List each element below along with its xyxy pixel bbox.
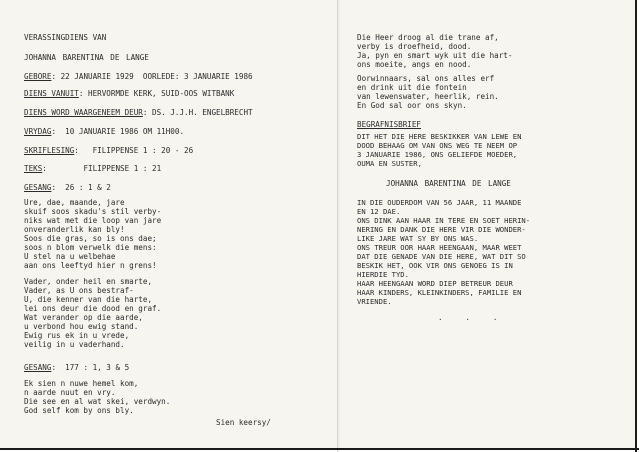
verse-line: Ek sien n nuwe hemel kom, bbox=[24, 379, 139, 388]
born-row bbox=[24, 72, 253, 81]
verse-line: niks wat met die loop van jare bbox=[24, 216, 162, 225]
notice-line: ONS DINK AAN HAAR IN TERE EN SOET HERIN- bbox=[357, 216, 531, 225]
notice-line: IN DIE OUDERDOM VAN 56 JAAR, 11 MAANDE bbox=[357, 198, 522, 207]
verse-line: Wat verander op die aarde, bbox=[24, 313, 143, 322]
separator-dots: . . . bbox=[438, 313, 498, 322]
verse-line: veilig in u vaderhand. bbox=[24, 340, 125, 349]
hymn1-label: GESANG bbox=[24, 183, 52, 192]
notice-line: HIERDIE TYD. bbox=[357, 270, 409, 279]
from-row bbox=[24, 89, 234, 98]
verse-line: U, die kenner van die harte, bbox=[24, 295, 153, 304]
verse-line: Die see en al wat skei, verdwyn. bbox=[24, 397, 171, 406]
officiant-label: DIENS WORD WAARGENEEM DEUR bbox=[24, 108, 143, 117]
notice-line: EN 12 DAE. bbox=[357, 207, 401, 216]
verse-line: en drink uit die fontein bbox=[357, 83, 467, 92]
verse-line: Oorwinnaars, sal ons alles erf bbox=[357, 74, 495, 83]
from-label: DIENS VANUIT bbox=[24, 89, 79, 98]
service-title: VERASSINGDIENS VAN bbox=[24, 33, 107, 42]
notice-line: DOOD BEHAAG OM VAN ONS WEG TE NEEM OP bbox=[357, 141, 518, 150]
verse-line: Soos die gras, so is ons dae; bbox=[24, 234, 157, 243]
notice-line: HAAR KINDERS, KLEINKINDERS, FAMILIE EN bbox=[357, 288, 522, 297]
officiant-text: : DS. J.J.H. ENGELBRECHT bbox=[142, 108, 253, 117]
see-overleaf-note: Sien keersy/ bbox=[216, 418, 271, 427]
date-text: : 10 JANUARIE 1986 OM 11H00. bbox=[51, 127, 185, 136]
notice-line: 3 JANUARIE 1986, ONS GELIEFDE MOEDER, bbox=[357, 150, 518, 159]
verse-line: Die Heer droog al die trane af, bbox=[357, 33, 499, 42]
notice-line: BESKIK HET, OOK VIR ONS GENOEG IS IN bbox=[357, 261, 513, 270]
notice-line: OUMA EN SUSTER, bbox=[357, 159, 422, 168]
deceased-name: JOHANNA BARENTINA DE LANGE bbox=[24, 53, 149, 62]
notice-line: VRIENDE. bbox=[357, 297, 392, 306]
notice-line: LIKE JARE WAT SY BY ONS WAS. bbox=[357, 234, 479, 243]
hymn1-row bbox=[24, 183, 111, 192]
text-row bbox=[24, 164, 161, 173]
verse-line: Ewig rus ek in u vrede, bbox=[24, 331, 130, 340]
verse-line: ons moeite, angs en nood. bbox=[357, 60, 472, 69]
fold-shadow bbox=[338, 0, 341, 452]
notice-deceased-name: JOHANNA BARENTINA DE LANGE bbox=[386, 179, 511, 188]
reading-label: SKRIFLESING bbox=[24, 146, 75, 155]
verse-line: Ure, dae, maande, jare bbox=[24, 198, 125, 207]
born-text: : 22 JANUARIE 1929 OORLEDE: 3 JANUARIE 1986 bbox=[51, 72, 253, 81]
verse-line: lei ons deur die dood en graf. bbox=[24, 304, 162, 313]
officiant-row bbox=[24, 108, 253, 117]
verse-line: onveranderlik kan bly! bbox=[24, 225, 125, 234]
verse-line: verby is droefheid, dood. bbox=[357, 42, 472, 51]
notice-line: DIT HET DIE HERE BESKIKKER VAN LEWE EN bbox=[357, 132, 522, 141]
funeral-notice-heading: BEGRAFNISBRIEF bbox=[357, 120, 422, 129]
scan-edge-right bbox=[635, 0, 637, 452]
verse-line: aan ons leeftyd hier n grens! bbox=[24, 261, 157, 270]
notice-line: ONS TREUR OOR HAAR HEENGAAN, MAAR WEET bbox=[357, 243, 522, 252]
verse-line: skuif soos skadu's stil verby- bbox=[24, 207, 162, 216]
from-text: : HERVORMDE KERK, SUID-OOS WITBANK bbox=[78, 89, 235, 98]
verse-line: Ja, pyn en smart wyk uit die hart- bbox=[357, 51, 513, 60]
date-row bbox=[24, 127, 184, 136]
notice-line: NERING EN DANK DIE HERE VIR DIE WONDER- bbox=[357, 225, 526, 234]
born-label: GEBORE bbox=[24, 72, 52, 81]
date-label: VRYDAG bbox=[24, 127, 52, 136]
verse-line: Vader, as U ons bestraf- bbox=[24, 286, 134, 295]
verse-line: God self kom by ons bly. bbox=[24, 406, 134, 415]
verse-line: En God sal oor ons skyn. bbox=[357, 101, 467, 110]
notice-line: DAT DIE GENADE VAN DIE HERE, WAT DIT SO bbox=[357, 252, 526, 261]
verse-line: u verbond hou ewig stand. bbox=[24, 322, 139, 331]
verse-line: U stel na u welbehae bbox=[24, 252, 116, 261]
text-label: TEKS bbox=[24, 164, 43, 173]
hymn2-label: GESANG bbox=[24, 363, 52, 372]
hymn2-row bbox=[24, 363, 129, 372]
hymn1-text: : 26 : 1 & 2 bbox=[51, 183, 111, 192]
hymn2-text: : 177 : 1, 3 & 5 bbox=[51, 363, 130, 372]
verse-line: van lewenswater, heerlik, rein. bbox=[357, 92, 499, 101]
verse-line: n aarde nuut en vry. bbox=[24, 388, 116, 397]
reading-row bbox=[24, 146, 193, 155]
notice-line: HAAR HEENGAAN WORD DIEP BETREUR DEUR bbox=[357, 279, 513, 288]
text-text: : FILIPPENSE 1 : 21 bbox=[42, 164, 162, 173]
verse-line: Vader, onder heil en smarte, bbox=[24, 277, 153, 286]
reading-text: : FILIPPENSE 1 : 20 - 26 bbox=[74, 146, 194, 155]
scan-edge-bottom bbox=[0, 448, 639, 450]
verse-line: soos n blom verwelk die mens: bbox=[24, 243, 157, 252]
